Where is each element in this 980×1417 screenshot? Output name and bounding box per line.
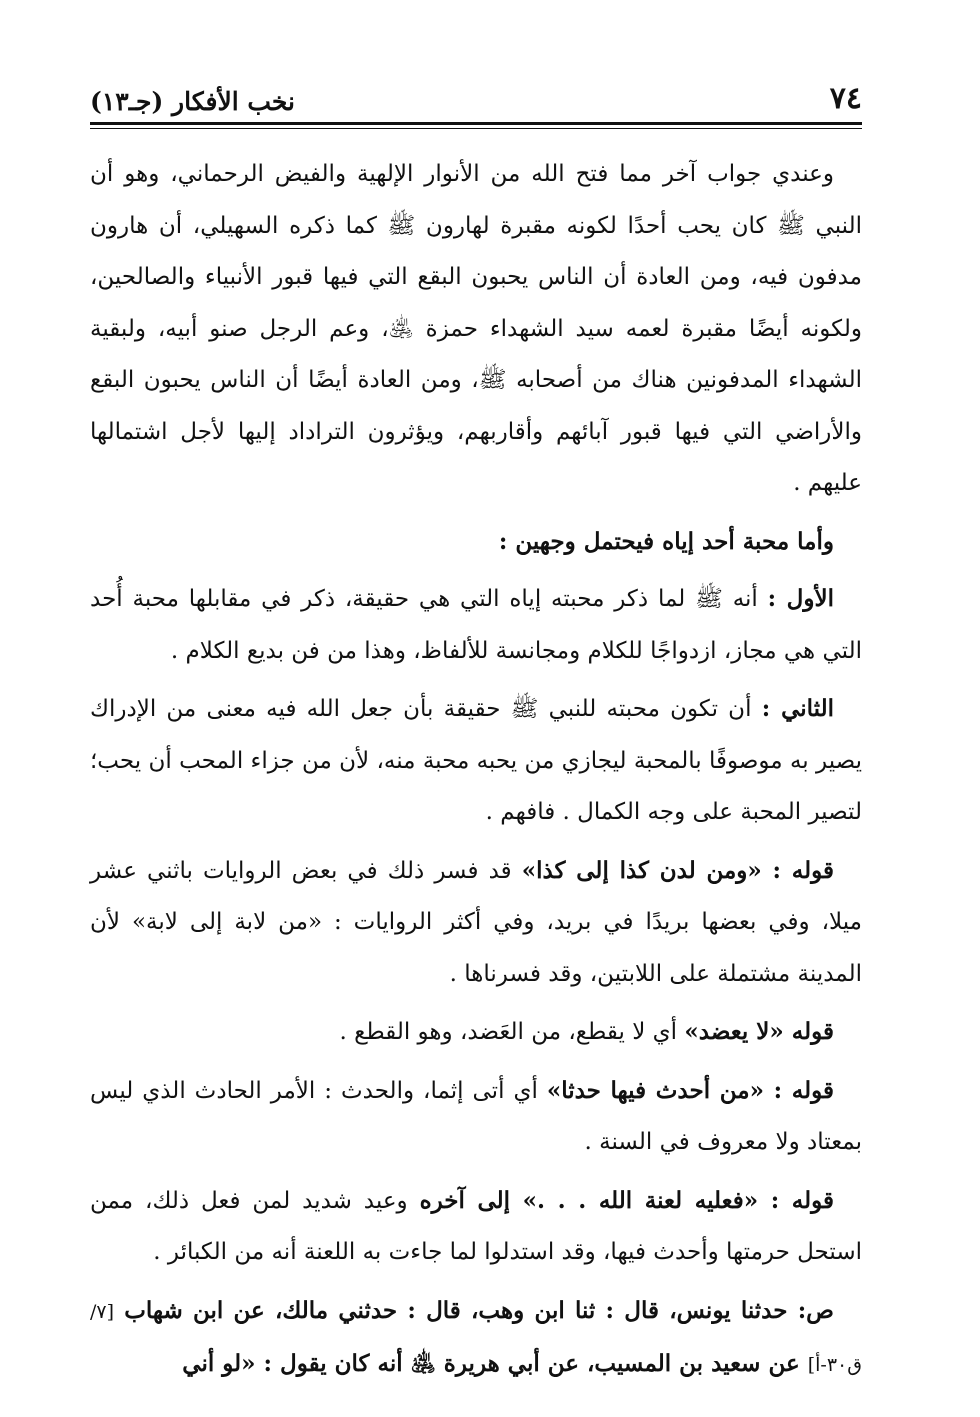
paragraph-first-aspect	[90, 573, 862, 677]
commentary-4-text: وعيد شديد لمن فعل ذلك، ممن استحل حرمتها وأحدث فيها، وقد استدلوا لما جاءت به اللعنة أنه من الكبائر .	[90, 1187, 862, 1265]
page-header	[90, 70, 862, 122]
first-aspect-text: أنه ﷺ لما ذكر محبته إياه التي هي حقيقة، ذكر في مقابلها محبة أُحد التي هي مجاز، ازدواجًا للكلام ومجانسة للألفاظ، وهذا من فن بديع الكلام .	[90, 586, 862, 664]
paragraph-commentary-4	[90, 1175, 862, 1279]
commentary-4-label: قوله : «فعليه لعنة الله . . .» إلى آخره	[419, 1186, 834, 1214]
book-title: نخب الأفكار (جـ١٣)	[90, 87, 296, 116]
second-aspect-text: أن تكون محبته للنبي ﷺ حقيقة بأن جعل الله فيه معنى من الإدراك يصير به موصوفًا بالمحبة ليجازي من يحبه محبة منه، لأن من جزاء المحب أن يحب؛ لتصير المحبة على وجه الكمال . فافهم .	[90, 696, 862, 825]
paragraph-commentary-1	[90, 845, 862, 1001]
paragraph-intro: وعندي جواب آخر مما فتح الله من الأنوار الإلهية والفيض الرحماني، وهو أن النبي ﷺ كان يحب أحدًا لكونه مقبرة لهارون ﷺ كما ذكره السهيلي، أن هارون مدفون فيه، ومن العادة أن الناس يحبون البقع التي فيها قبور الأنبياء والصالحين، ولكونه أيضًا مقبرة لعمه سيد الشهداء حمزة ﵁، وعم الرجل صنو أبيه، ولبقية الشهداء المدفونين هناك من أصحابه ﷺ، ومن العادة أيضًا أن الناس يحبون البقع والأراضي التي فيها قبور آبائهم وأقاربهم، ويؤثرون التراداد إليها لأجل اشتمالها عليهم .	[90, 161, 862, 496]
commentary-3-label: قوله : «من أحدث فيها حدثا»	[546, 1076, 834, 1104]
section-heading: وأما محبة أحد إياه فيحتمل وجهين :	[498, 527, 834, 555]
manuscript-reference: [٧/ ق٣٠-أ]	[90, 1300, 862, 1376]
header-rule-thick	[90, 122, 862, 125]
paragraph-commentary-3	[90, 1065, 862, 1169]
paragraph-hadith-text	[90, 1285, 862, 1392]
first-aspect-label: الأول :	[767, 585, 834, 612]
paragraph-commentary-2	[90, 1006, 862, 1059]
hadith-chain-part2: عن سعيد بن المسيب، عن أبي هريرة ﵁ أنه كان يقول : «لو أني	[182, 1350, 808, 1377]
hadith-chain-part1: ص: حدثنا يونس، قال : ثنا ابن وهب، قال : حدثني مالك، عن ابن شهاب	[124, 1296, 834, 1324]
commentary-2-text: أي لا يقطع، من العَضد، وهو القطع .	[339, 1019, 685, 1045]
page-number: ٧٤	[829, 81, 862, 116]
commentary-3-text: أي أتى إثما، والحدث : الأمر الحادث الذي ليس بمعتاد ولا معروف في السنة .	[90, 1077, 862, 1155]
commentary-1-text: قد فسر ذلك في بعض الروايات باثني عشر ميلا، وفي بعضها بريدًا في بريد، وفي أكثر الروايات : «من لابة إلى لابة» لأن المدينة مشتملة على اللابتين، وقد فسرناها .	[90, 857, 862, 987]
page-content	[90, 149, 862, 1392]
header-rule-thin	[90, 128, 862, 129]
commentary-1-label: قوله : «ومن لدن كذا إلى كذا»	[521, 856, 834, 884]
paragraph-second-aspect	[90, 683, 862, 839]
commentary-2-label: قوله «لا يعضد»	[684, 1018, 834, 1045]
second-aspect-label: الثاني :	[761, 695, 835, 722]
